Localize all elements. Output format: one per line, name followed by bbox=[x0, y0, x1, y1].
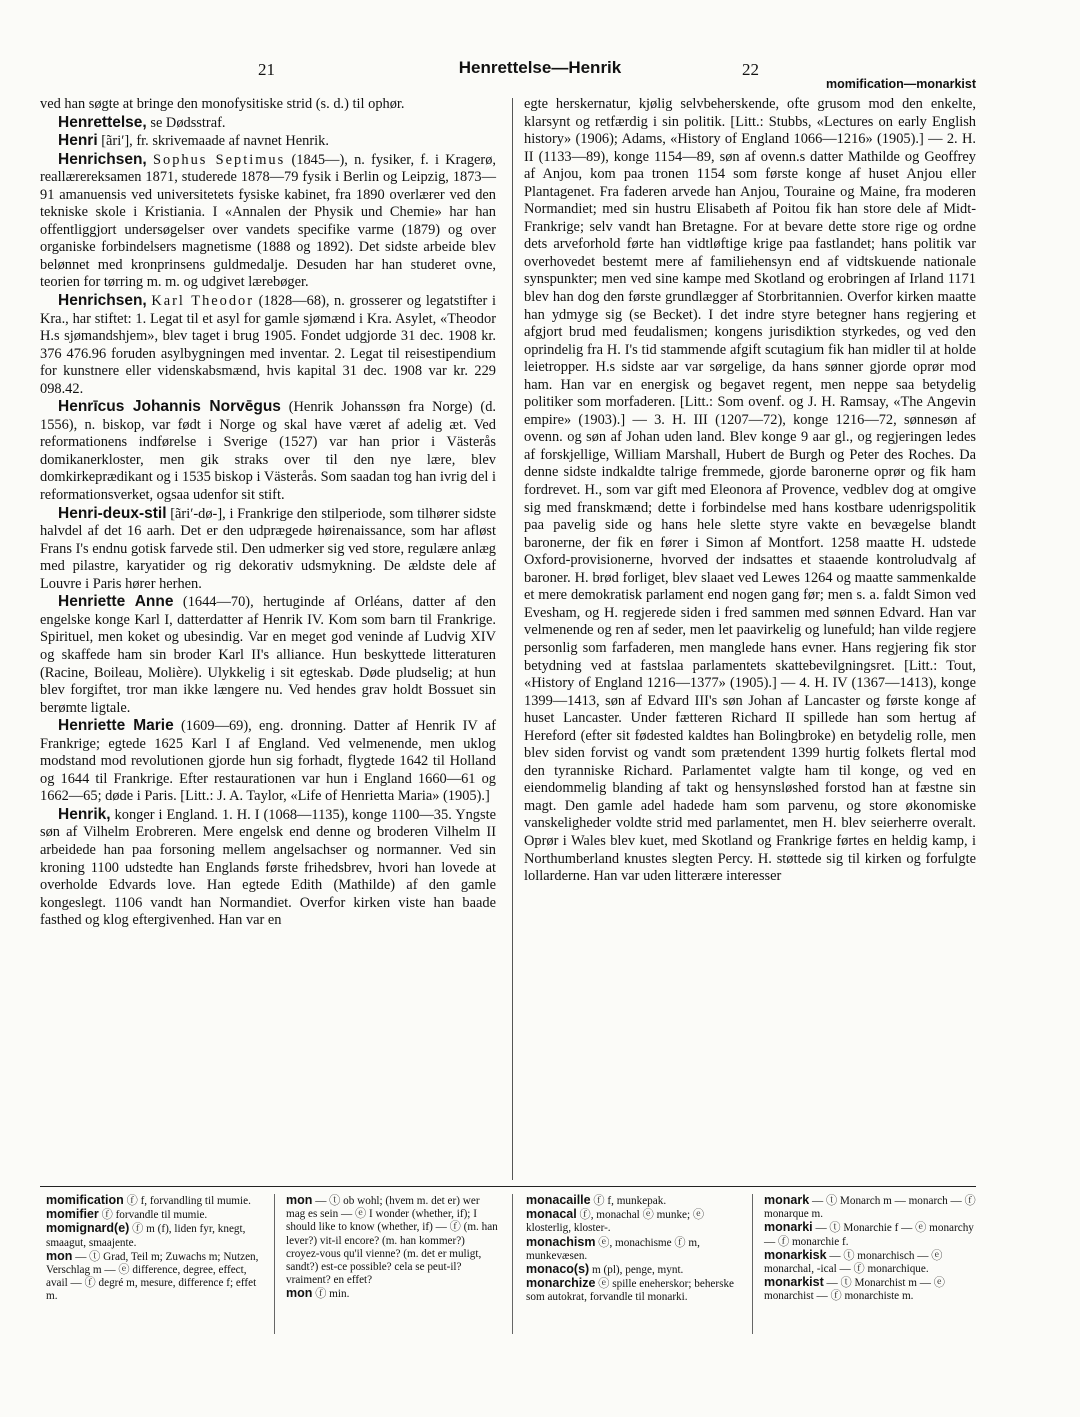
supplement-range: momification—monarkist bbox=[825, 77, 976, 91]
entry-text: ⓔ spille eneherskor; beherske som autokrat, forvandle til monarki. bbox=[526, 1278, 735, 1304]
entry-henrichsen-sophus bbox=[40, 151, 496, 292]
entry-text: — ⓣ Monarch m — monarch — ⓕ monarque m. bbox=[764, 1195, 976, 1221]
entry-headword: Henri bbox=[58, 132, 98, 150]
entry-headword: momifier bbox=[46, 1207, 99, 1222]
dictionary-entry bbox=[286, 1194, 498, 1287]
entry-henrettelse bbox=[40, 114, 496, 133]
dictionary-entry bbox=[46, 1250, 260, 1304]
dictionary-entry bbox=[764, 1221, 976, 1248]
dictionary-entry bbox=[526, 1277, 740, 1304]
entry-headword: Henrettelse, bbox=[58, 113, 147, 131]
footer-column-1 bbox=[46, 1194, 260, 1304]
right-column bbox=[524, 96, 976, 886]
entry-headword: monarki bbox=[764, 1220, 813, 1235]
entry-text: (Henrik Johanssøn fra Norge) (d. 1556), n. biskop, var født i Norge og skal have været af adelig æt. Ved reformationens indførelse i Sverige (1527) var han prior i Västerås domikanerkloster, men gik straks over til den nye lære, blev domkirkeprædikant og i 1535 biskop i Västerås. Som saadan tog han ivrig del i reformationsverket, ogsaa udenfor sit stift. bbox=[40, 399, 496, 504]
entry-text: ⓔ, monachisme ⓕ m, munkevæsen. bbox=[526, 1236, 700, 1262]
dictionary-entry bbox=[526, 1263, 740, 1277]
entry-headword: monacal bbox=[526, 1207, 577, 1222]
entry-text: — ⓣ ob wohl; (hvem m. det er) wer mag es sein — ⓔ I wonder (whether, if); I should like to know (whether, if) — ⓕ (m. han lever?) vit-il encore? (m. han kommer?) croyez-vous qu'il vienne? (m. det er muligt, sandt?) est-ce possible? cela se peut-il? vraiment? en effet? bbox=[286, 1195, 498, 1287]
entry-text: — ⓣ Monarchist m — ⓔ monarchist — ⓕ monarchiste m. bbox=[764, 1277, 945, 1303]
entry-text: ⓕ min. bbox=[315, 1288, 350, 1301]
running-title: Henrettelse—Henrik bbox=[458, 58, 622, 77]
footer-column-divider bbox=[512, 1194, 513, 1334]
entry-headword: mon bbox=[46, 1248, 73, 1263]
entry-headword: monachism bbox=[526, 1234, 596, 1249]
entry-text: (1828—68), n. grosserer og legatstifter i Kra., har stiftet: 1. Legat til et asyl for gamle sjømænd i Kra. Asylet, «Theodor H.s sjømandshjem», blev taget i brug 1905. Fondet udgjorde 31 dec. 1908 kr. 376 476.96 foruden asylbygningen med inventar. 2. Legat til reisestipendium for kunstnere eller videnskabsmænd, hvis kapital 31 dec. 1908 var kr. 229 098.42. bbox=[40, 293, 496, 397]
entry-henricus bbox=[40, 398, 496, 504]
footer-column-4 bbox=[764, 1194, 976, 1304]
entry-henrik bbox=[40, 806, 496, 930]
dictionary-entry bbox=[764, 1249, 976, 1276]
entry-headword: momification bbox=[46, 1193, 124, 1207]
entry-headword: monacaille bbox=[526, 1193, 591, 1207]
entry-text: konger i England. 1. H. I (1068—1135), konge 1100—35. Yngste søn af Vilhelm Erobreren. Mere engelsk end denne og broderen Vilhelm II arbeidede han paa forsoning mellem angelsachser og normanner. Ved sin kroning 1100 udstedte han Englands første frihedsbrev, hvori han lovede at overholde Edvards love. Han egtede Edith (Mathilde) af den gamle kongeslegt. 1106 vandt han Normandiet. Overfor kirken viste han baade fasthed og klog eftergivenhed. Han var en bbox=[40, 806, 496, 929]
entry-text: ⓕ forvandle til mumie. bbox=[101, 1209, 208, 1222]
entry-text: se Dødsstraf. bbox=[150, 114, 226, 131]
dictionary-entry bbox=[764, 1276, 976, 1303]
entry-headword: Henrichsen, bbox=[58, 150, 147, 168]
entry-continuation bbox=[40, 96, 496, 114]
entry-headword: Henriette Marie bbox=[58, 717, 174, 735]
entry-text: ⓕ f, forvandling til mumie. bbox=[126, 1195, 251, 1207]
entry-text: ⓕ, monachal ⓔ munke; ⓔ klosterlig, kloster-. bbox=[526, 1209, 705, 1235]
entry-text: — ⓣ Grad, Teil m; Zuwachs m; Nutzen, Verschlag m — ⓔ difference, degree, effect, avail — ⓕ degré m, mesure, difference f; effet m. bbox=[46, 1250, 259, 1303]
dictionary-entry bbox=[526, 1194, 740, 1208]
entry-headword: momignard(e) bbox=[46, 1221, 130, 1236]
dictionary-entry bbox=[764, 1194, 976, 1221]
page-number-left: 21 bbox=[258, 60, 275, 79]
entry-headword: Henrīcus Johannis Norvēgus bbox=[58, 398, 281, 416]
footer-divider bbox=[40, 1186, 976, 1187]
dictionary-entry bbox=[46, 1208, 260, 1222]
entry-headword: monark bbox=[764, 1193, 810, 1207]
entry-text: ved han søgte at bringe den monofysitiske strid (s. d.) til ophør. bbox=[40, 96, 405, 112]
dictionary-entry bbox=[286, 1287, 498, 1301]
entry-text: (1644—70), hertuginde af Orléans, datter af den engelske konge Karl I, datterdatter af Henrik IV. Kom som barn til Frankrige. Spirituel, men koket og ubesindig. Var en meget god veninde af Ludvig XIV og skaffede ham sin broder Karl II's alliance. Hun beskyttede litteraturen (Racine, Boileau, Molière). Ulykkelig i sit egteskab. Døde pludselig; at hun blev forgiftet, tror man ikke længere nu. Ved hendes grav holdt Bossuet sin berømte ligtale. bbox=[40, 594, 496, 716]
entry-text: — ⓣ monarchisch — ⓔ monarchal, -ical — ⓕ monarchique. bbox=[764, 1249, 943, 1276]
entry-headword: Henrichsen, bbox=[58, 292, 147, 310]
left-column bbox=[40, 96, 496, 930]
entry-headword: monarchize bbox=[526, 1276, 596, 1291]
entry-headword: monaco(s) bbox=[526, 1262, 590, 1277]
entry-text: (1609—69), eng. dronning. Datter af Henrik IV af Frankrige; egtede 1625 Karl I af England. Ved velmenende, men uklog modstand mod revolutionen gjorde hun sig forhadt, flygtede 1642 til Holland og 1644 til Frankrige. Efter restaurationen var hun i England 1660—61 og 1662—65; døde i Paris. [Litt.: J. A. Taylor, «Life of Henrietta Maria» (1905).] bbox=[40, 718, 496, 805]
footer-column-3 bbox=[526, 1194, 740, 1305]
footer-column-2 bbox=[286, 1194, 498, 1302]
entry-text: [ãri′], fr. skrivemaade af navnet Henrik. bbox=[101, 133, 329, 150]
entry-headword: mon bbox=[286, 1286, 313, 1301]
entry-name: Sophus Septimus bbox=[153, 151, 286, 168]
entry-text: m (pl), penge, mynt. bbox=[592, 1264, 684, 1277]
entry-henri-deux-stil bbox=[40, 505, 496, 594]
entry-headword: monarkisk bbox=[764, 1247, 827, 1262]
entry-headword: Henriette Anne bbox=[58, 593, 174, 611]
column-divider bbox=[512, 98, 513, 1180]
entry-text: (1845—), n. fysiker, f. i Kragerø, reallærereksamen 1871, studerede 1878—79 fysik i Berlin og Leipzig, 1873—91 amanuensis ved universitetets fysiske kabinet, fra 1890 overlærer ved den tekniske skole i Kristiania. I «Annalen der Physik und Chemie» har han offentliggjort undersøgelser over vandets specifike varme (1879) og over organiske forbindelsers magnetisme (1888 og 1892). Det sidste arbeide blev belønnet med kronprinsens guldmedalje. Desuden har han studeret ovne, teorien for tørring m. m. og udgivet lærebøger. bbox=[40, 151, 497, 291]
entry-text: — ⓣ Monarchie f — ⓔ monarchy — ⓕ monarchie f. bbox=[764, 1222, 974, 1248]
page-number-right: 22 bbox=[742, 60, 759, 79]
entry-text: ⓕ m (f), liden fyr, knegt, smaagut, smaajente. bbox=[46, 1223, 246, 1249]
footer-column-divider bbox=[752, 1194, 753, 1334]
entry-name: Karl Theodor bbox=[151, 293, 255, 310]
entry-headword: monarkist bbox=[764, 1275, 824, 1290]
dictionary-entry bbox=[46, 1194, 260, 1208]
dictionary-entry bbox=[526, 1208, 740, 1235]
dictionary-entry bbox=[46, 1222, 260, 1249]
entry-henriette-anne bbox=[40, 593, 496, 717]
entry-headword: Henri-deux-stil bbox=[58, 504, 167, 522]
entry-headword: mon bbox=[286, 1193, 313, 1207]
footer-column-divider bbox=[274, 1194, 275, 1334]
entry-text: [ãri′-dø-], i Frankrige den stilperiode, som tilhører sidste halvdel af det 16 aarh. Det er den udprægede høirenaissance, som har afløst Frans I's endnu gotisk farvede stil. Den udmerker sig ved store, regulære anlæg med pilastre, karyatider og rig dekorativ udsmykning. De ældste dele af Louvre i Paris hører herhen. bbox=[40, 505, 496, 592]
entry-text: ⓕ f, munkepak. bbox=[593, 1195, 667, 1207]
entry-henri bbox=[40, 132, 496, 151]
dictionary-entry bbox=[526, 1236, 740, 1263]
entry-henrik-continued: egte herskernatur, kjølig selvbeherskende, ofte grusom mod den enkelte, klarsynt og retfærdig i sin politik. [Litt.: Stubbs, «Lectures on early English history» (1906); Adams, «History of England 1066—1216» (1905).] — 2. H. II (1133—89), konge 1154—89, søn af ovenn.s datter Mathilde og Geoffrey af Anjou, kom paa tronen 1154 som første konge af huset Anjou eller Plantagenet. Fra faderen arvede han Anjou, Touraine og Maine, fra moderen Normandiet; med sin hustru Elisabeth af Poitou fik han store dele af Midt-Frankrige; selv vandt han Bretagne. For at bevare dette store rige og ordne dets arveforhold førte han vidtløftige krige paa fastlandet; hans politik var overhovedet bestemt mere af familiehensyn end af vidtskuende nationale synspunkter; men ved sine kampe med Skotland og erobringen af Irland 1171 blev han dog den første grundlægger af Storbritannien. Overfor kirken maatte han ydmyge sig (se Becket). I det indre styre betegner hans regjering et afgjort brud med feudalismen; kongens jurisdiktion styrkedes, og ved den oprindelig fra H. I's tid stammende afgift scutagium fik han midler til at holde leietropper. H.s sidste aar var sørgelige, da hans sønner gjorde oprør mod ham. Han var en energisk og begavet regent, men neppe saa betydelig politiker som morfaderen. [Litt.: Som ovenf. og J. H. Ramsay, «The Angevin empire» (1903).] — 3. H. III (1207—72), konge 1216—72, sønnesøn af ovenn. og søn af Johan uden land. Blev konge 9 aar gl., og regjeringen ledes af forskjellige, William Marshall, Hubert de Burgh og Peter des Roches. Da denne sidste indkaldte talrige fremmede, gjorde baronerne oprør og fik ham fordrevet. H., som var gift med Eleonora af Provence, vedblev dog at omgive sig med franskmænd; dette i forbindelse med hans kostbare udenrigspolitik paa pavelig side og hans hele slette styre vakte en bevægelse blandt baronerne, der fik en fører i Simon af Montfort. 1258 maatte H. udstede Oxford-provisionerne, hvorved der indsattes et staaende kontroludvalg af baroner. H. brød forliget, blev slaaet ved Lewes 1264 og maatte sammenkalde et mere demokratisk parlament end nogen gang før; men s. a. faldt Simon ved Evesham, og H. regjerede siden i fred sammen med sønnen Edvard. Han var velmenende og ren af seder, men let paavirkelig og lunefuld; han vilde regjere personlig som farfaderen, men manglede hans evner. Hans regjering fik stor betydning ved at fastslaa parlamentets skattebevilgningsret. [Litt.: Tout, «History of England 1216—1377» (1905).] — 4. H. IV (1367—1413), konge 1399—1413, søn af Edvard III's søn Johan af Lancaster og første konge af huset Lancaster. Under fætteren Richard II spillede han som hertug af Hereford (efter sit fødested kaldtes han Bolingbroke) en betydelig rolle, men blev siden forvist og vandt som prætendent 1399 hurtig folkets flertal mod den tyranniske Richard. Parlamentet valgte ham til konge, og ved en eiendommelig blanding af takt og hensynsløshed forstod han at fæstne sin magt. Den gamle adel hadede ham som parvenu, og store økonomiske vanskeligheder voldte strid med parlamentet, men H. blev seierherre overalt. Oprør i Wales blev kuet, med Skotland og Frankrige førtes en heldig kamp, i Northumberland knustes slegten Percy. H. støttede sig til kirken og forfulgte lollarderne. Han var uden litterære interesser bbox=[524, 96, 976, 885]
entry-henriette-marie bbox=[40, 717, 496, 806]
entry-henrichsen-karl bbox=[40, 292, 496, 398]
entry-headword: Henrik, bbox=[58, 805, 111, 823]
